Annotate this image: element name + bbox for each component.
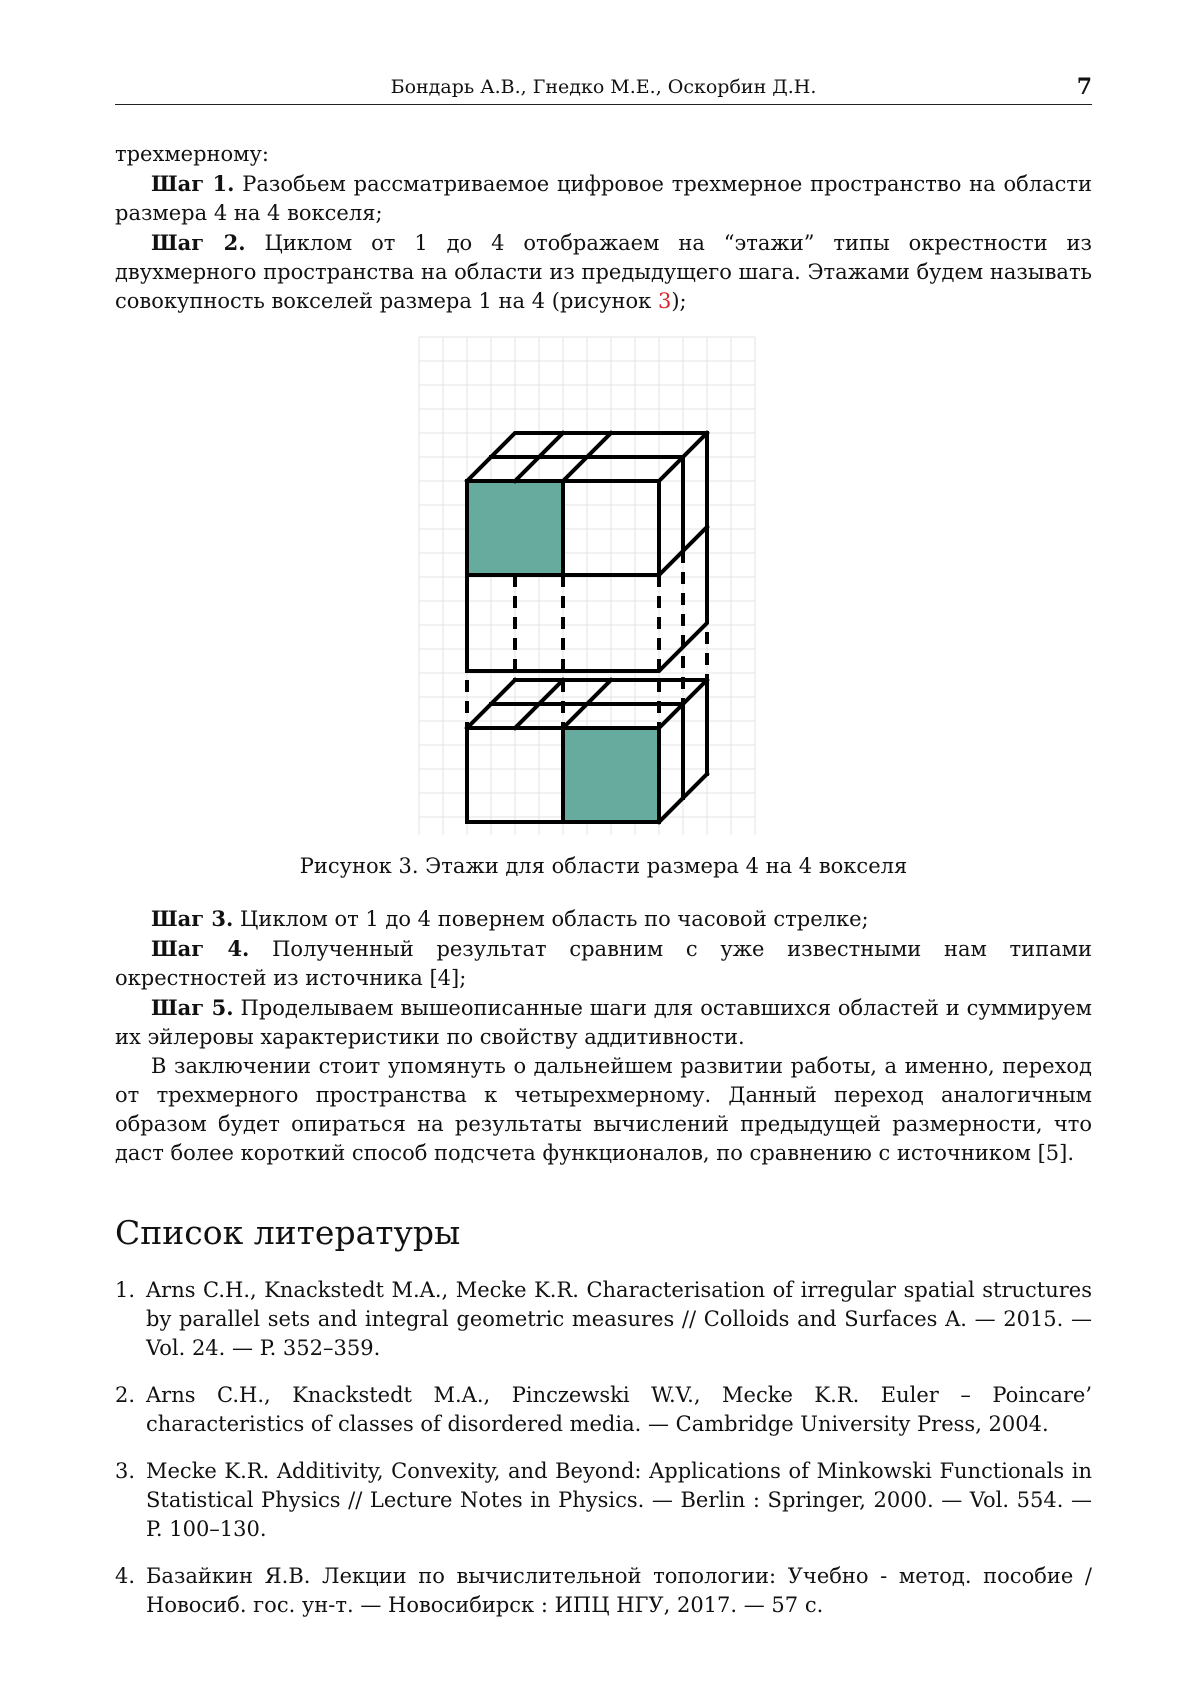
references-list: [115, 1276, 1092, 1638]
step-1-paragraph: [115, 169, 1092, 228]
reference-number: 3.: [115, 1457, 135, 1486]
reference-text: Arns C.H., Knackstedt M.A., Mecke K.R. Characterisation of irregular spatial structures by parallel sets and integral geometric measures // Colloids and Surfaces A. — 2015. — Vol. 24. — P. 352–359.: [146, 1278, 1092, 1360]
reference-text: Базайкин Я.В. Лекции по вычислительной топологии: Учебно - метод. пособие / Новосиб. гос. ун-т. — Новосибирск : ИПЦ НГУ, 2017. — 57 с.: [146, 1564, 1092, 1617]
running-header: [115, 76, 1092, 105]
step-2-end: );: [671, 289, 686, 313]
step-3-paragraph: [115, 904, 1092, 934]
reference-text: Arns C.H., Knackstedt M.A., Pinczewski W.V., Mecke K.R. Euler – Poincare’ characteristics of classes of disordered media. — Cambridge University Press, 2004.: [146, 1383, 1092, 1436]
step-1-text: Разобьем рассматриваемое цифровое трехмерное пространство на области размера 4 на 4 вокселя;: [115, 172, 1092, 225]
header-authors: Бондарь А.В., Гнедко М.Е., Оскорбин Д.Н.: [115, 76, 1092, 98]
step-4-paragraph: [115, 934, 1092, 993]
step-5-text: Проделываем вышеописанные шаги для оставшихся областей и суммируем их эйлеровы характеристики по свойству аддитивности.: [115, 996, 1092, 1049]
step-3-label: Шаг 3.: [151, 906, 233, 931]
page-number: 7: [1077, 74, 1092, 100]
step-2-paragraph: [115, 228, 1092, 316]
intro-lead: трехмерному:: [115, 140, 1092, 169]
figure-3-link[interactable]: 3: [658, 289, 671, 313]
conclusion-paragraph: В заключении стоит упомянуть о дальнейшем развитии работы, а именно, переход от трехмерного пространства к четырехмерному. Данный переход аналогичным образом будет опираться на результаты вычислений предыдущей размерности, что даст более короткий способ подсчета функционалов, по сравнению с источником [5].: [115, 1052, 1092, 1168]
step-5-paragraph: [115, 993, 1092, 1052]
reference-number: 4.: [115, 1562, 135, 1591]
references-title: Список литературы: [115, 1213, 460, 1252]
reference-number: 2.: [115, 1381, 135, 1410]
step-4-text: Полученный результат сравним с уже известными нам типами окрестностей из источника [4];: [115, 937, 1092, 990]
intro-text: [115, 140, 1092, 316]
figure-3: [400, 335, 810, 835]
lower-highlight-cell: [563, 728, 659, 822]
step-5-label: Шаг 5.: [151, 995, 234, 1020]
step-2-label: Шаг 2.: [151, 230, 246, 255]
reference-number: 1.: [115, 1276, 135, 1305]
voxel-floors-diagram: [400, 335, 810, 835]
reference-item: [115, 1457, 1092, 1544]
step-1-label: Шаг 1.: [151, 171, 234, 196]
paper-page: [0, 0, 1200, 1697]
step-4-label: Шаг 4.: [151, 936, 249, 961]
upper-highlight-cell: [467, 481, 563, 575]
steps-continued: [115, 904, 1092, 1168]
lower-floor: [467, 680, 707, 822]
reference-item: [115, 1276, 1092, 1363]
step-3-text: Циклом от 1 до 4 повернем область по часовой стрелке;: [233, 907, 868, 931]
figure-caption: Рисунок 3. Этажи для области размера 4 на 4 вокселя: [115, 854, 1092, 878]
reference-text: Mecke K.R. Additivity, Convexity, and Beyond: Applications of Minkowski Functionals in Statistical Physics // Lecture Notes in Physics. — Berlin : Springer, 2000. — Vol. 554. — P. 100–130.: [146, 1459, 1092, 1541]
reference-item: [115, 1381, 1092, 1439]
reference-item: [115, 1562, 1092, 1620]
step-2-text: Циклом от 1 до 4 отображаем на “этажи” типы окрестности из двухмерного пространства на области из предыдущего шага. Этажами будем называть совокупность вокселей размера 1 на 4 (рисунок: [115, 231, 1092, 313]
